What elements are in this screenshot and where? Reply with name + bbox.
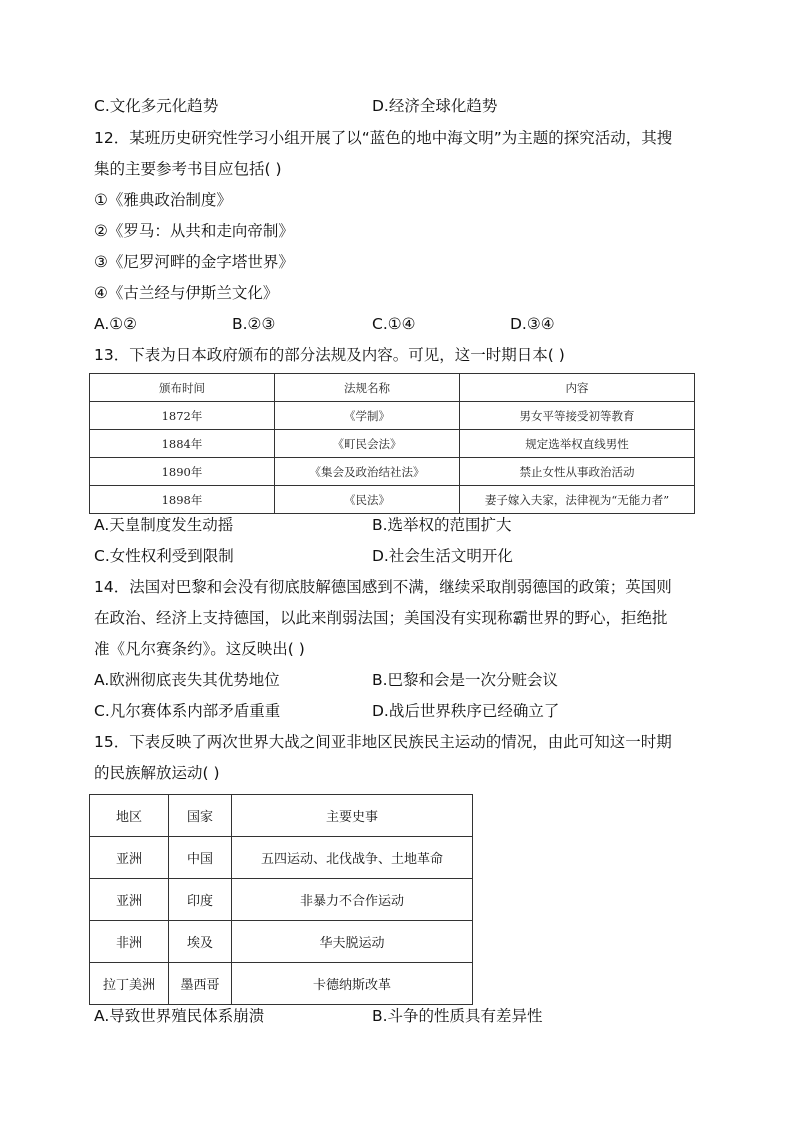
q14-stem-line3: 准《凡尔赛条约》。这反映出( ) [94, 640, 305, 658]
q13-cell-date: 1898年 [90, 486, 275, 514]
q13-option-d[interactable]: D.社会生活文明开化 [372, 547, 513, 565]
q12-stem-line1: 12．某班历史研究性学习小组开展了以“蓝色的地中海文明”为主题的探究活动，其搜 [94, 129, 673, 147]
q12-option-a[interactable]: A.①② [94, 315, 138, 333]
q13-option-a[interactable]: A.天皇制度发生动摇 [94, 516, 234, 534]
q14-stem-line2: 在政治、经济上支持德国，以此来削弱法国；美国没有实现称霸世界的野心，拒绝批 [94, 609, 668, 627]
q15-cell-events: 五四运动、北伐战争、土地革命 [232, 837, 473, 879]
q13-cell-date: 1884年 [90, 430, 275, 458]
q15-stem-line2: 的民族解放运动( ) [94, 764, 220, 782]
q13-header-date: 颁布时间 [90, 374, 275, 402]
q14-option-b[interactable]: B.巴黎和会是一次分赃会议 [372, 671, 559, 689]
q13-cell-content: 男女平等接受初等教育 [460, 402, 695, 430]
q13-cell-law: 《民法》 [275, 486, 460, 514]
q15-cell-country: 中国 [169, 837, 232, 879]
q15-header-country: 国家 [169, 795, 232, 837]
q14-option-d[interactable]: D.战后世界秩序已经确立了 [372, 702, 560, 720]
q12-item-2: ②《罗马：从共和走向帝制》 [94, 222, 294, 240]
table-row [90, 458, 695, 486]
q12-option-b[interactable]: B.②③ [232, 315, 276, 333]
table-row [90, 963, 473, 1005]
table-row [90, 486, 695, 514]
q15-header-region: 地区 [90, 795, 169, 837]
q13-option-b[interactable]: B.选举权的范围扩大 [372, 516, 512, 534]
q14-option-a[interactable]: A.欧洲彻底丧失其优势地位 [94, 671, 280, 689]
q15-table-header [90, 795, 473, 837]
q12-item-3: ③《尼罗河畔的金字塔世界》 [94, 253, 294, 271]
table-row [90, 879, 473, 921]
q13-stem: 13．下表为日本政府颁布的部分法规及内容。可见，这一时期日本( ) [94, 346, 565, 364]
table-row [90, 921, 473, 963]
q14-stem-line1: 14．法国对巴黎和会没有彻底肢解德国感到不满，继续采取削弱德国的政策；英国则 [94, 578, 672, 596]
q15-option-a[interactable]: A.导致世界殖民体系崩溃 [94, 1007, 265, 1025]
q13-cell-date: 1890年 [90, 458, 275, 486]
table-row [90, 430, 695, 458]
q13-cell-content: 禁止女性从事政治活动 [460, 458, 695, 486]
q11-option-c[interactable]: C.文化多元化趋势 [94, 97, 219, 115]
q15-cell-country: 埃及 [169, 921, 232, 963]
q15-cell-events: 卡德纳斯改革 [232, 963, 473, 1005]
q13-header-law: 法规名称 [275, 374, 460, 402]
q14-option-c[interactable]: C.凡尔赛体系内部矛盾重重 [94, 702, 281, 720]
q13-header-content: 内容 [460, 374, 695, 402]
q15-cell-country: 印度 [169, 879, 232, 921]
q15-stem-line1: 15．下表反映了两次世界大战之间亚非地区民族民主运动的情况，由此可知这一时期 [94, 733, 672, 751]
q13-table [89, 373, 695, 514]
q11-option-d[interactable]: D.经济全球化趋势 [372, 97, 498, 115]
q12-item-4: ④《古兰经与伊斯兰文化》 [94, 284, 279, 302]
q15-cell-region: 亚洲 [90, 879, 169, 921]
q15-cell-country: 墨西哥 [169, 963, 232, 1005]
q12-option-c[interactable]: C.①④ [372, 315, 416, 333]
q12-stem-line2: 集的主要参考书目应包括( ) [94, 160, 282, 178]
q15-header-events: 主要史事 [232, 795, 473, 837]
q12-option-d[interactable]: D.③④ [510, 315, 555, 333]
q15-cell-region: 拉丁美洲 [90, 963, 169, 1005]
q13-cell-law: 《集会及政治结社法》 [275, 458, 460, 486]
q13-cell-date: 1872年 [90, 402, 275, 430]
q13-cell-law: 《町民会法》 [275, 430, 460, 458]
table-row [90, 837, 473, 879]
q13-table-header [90, 374, 695, 402]
q13-option-c[interactable]: C.女性权利受到限制 [94, 547, 234, 565]
q15-cell-region: 非洲 [90, 921, 169, 963]
q13-cell-content: 妻子嫁入夫家，法律视为“无能力者” [460, 486, 695, 514]
q15-cell-events: 非暴力不合作运动 [232, 879, 473, 921]
q13-cell-law: 《学制》 [275, 402, 460, 430]
table-row [90, 402, 695, 430]
q15-option-b[interactable]: B.斗争的性质具有差异性 [372, 1007, 543, 1025]
q13-cell-content: 规定选举权直线男性 [460, 430, 695, 458]
q15-cell-events: 华夫脱运动 [232, 921, 473, 963]
q12-item-1: ①《雅典政治制度》 [94, 191, 232, 209]
q15-table [89, 794, 473, 1005]
q15-cell-region: 亚洲 [90, 837, 169, 879]
